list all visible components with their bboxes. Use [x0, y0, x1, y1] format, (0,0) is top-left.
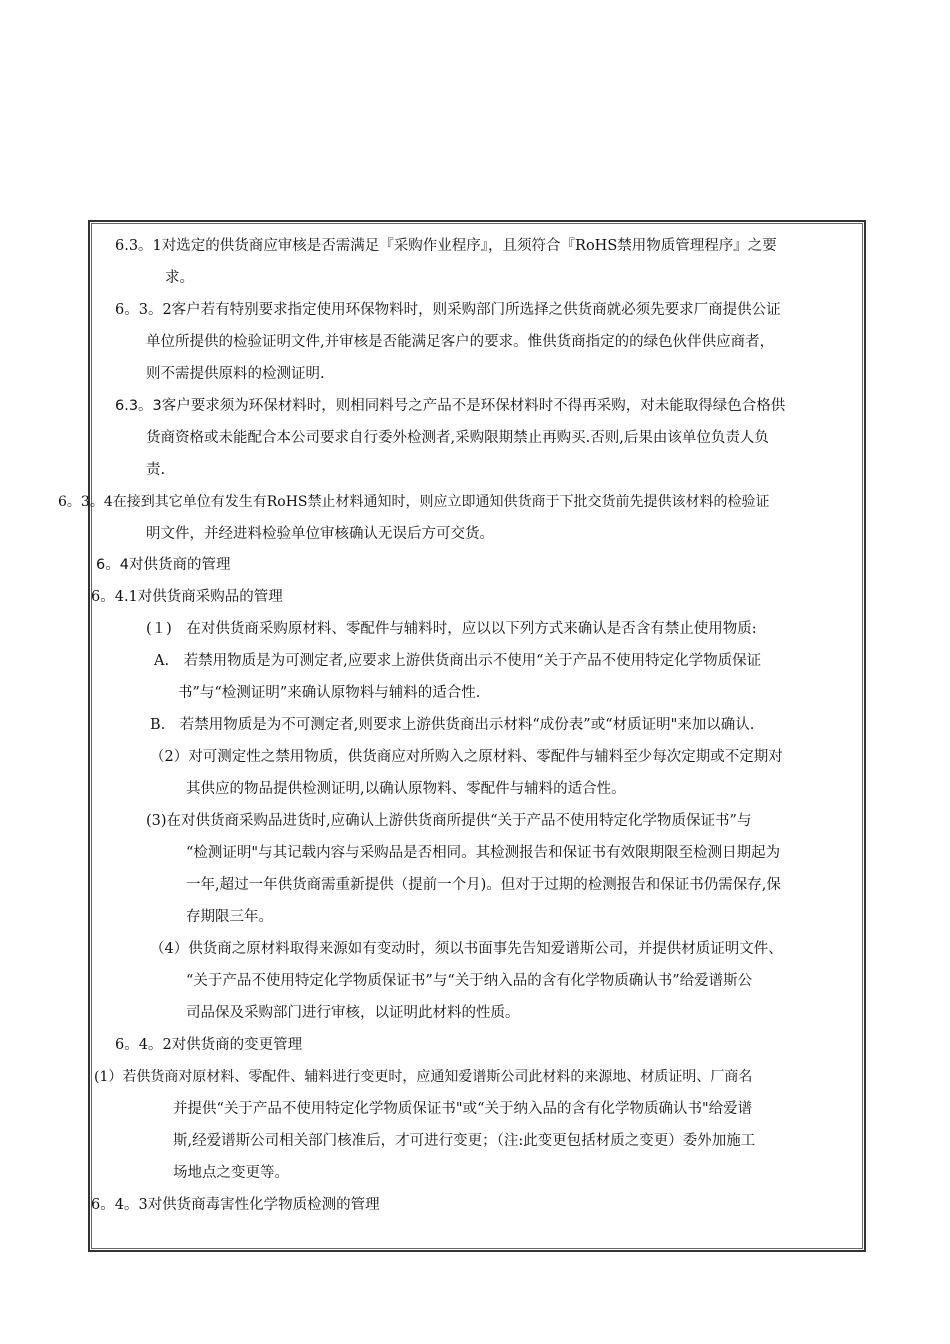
text-line: 书”与“检测证明”来确认原物料与辅料的适合性.	[178, 685, 481, 701]
text-line: B. 若禁用物质是为不可测定者,则要求上游供货商出示材料“成份表”或“材质证明"来加以确认.	[150, 717, 755, 733]
text-line: 单位所提供的检验证明文件,并审核是否能满足客户的要求。惟供货商指定的的绿色伙伴供应商者，	[146, 334, 775, 350]
text-line: (１) 在对供货商采购原材料、零配件与辅料时，应以以下列方式来确认是否含有禁止使用物质:	[146, 621, 757, 637]
text-line: 并提供“关于产品不使用特定化学物质保证书"或“关于纳入品的含有化学物质确认书"给爱谱	[173, 1101, 753, 1117]
text-line: （2）对可测定性之禁用物质，供货商应对所购入之原材料、零配件与辅料至少每次定期或不定期对	[150, 749, 783, 765]
text-line: A. 若禁用物质是为可测定者,应要求上游供货商出示不使用“关于产品不使用特定化学物质保证	[154, 653, 762, 669]
text-line: 6.3。3客户要求须为环保材料时，则相同料号之产品不是环保材料时不得再采购，对未能取得绿色合格供	[115, 398, 786, 414]
text-line: 货商资格或未能配合本公司要求自行委外检测者,采购限期禁止再购买.否则,后果由该单位负责人负	[146, 430, 769, 446]
text-line: 6。3。4在接到其它单位有发生有RoHS禁止材料通知时，则应立即通知供货商于下批交货前先提供该材料的检验证	[58, 494, 770, 510]
text-line: 6。3。2客户若有特别要求指定使用环保物料时，则采购部门所选择之供货商就必须先要求厂商提供公证	[115, 302, 781, 318]
text-line: 场地点之变更等。	[173, 1165, 289, 1181]
text-line: “检测证明"与其记载内容与采购品是否相同。其检测报告和保证书有效限期限至检测日期起为	[186, 845, 781, 861]
text-line: 斯,经爱谱斯公司相关部门核准后，才可进行变更；（注:此变更包括材质之变更）委外加施工	[173, 1133, 756, 1149]
subsection-heading: 6。4.1对供货商采购品的管理	[91, 589, 283, 605]
text-line: (3)在对供货商采购品进货时,应确认上游供货商所提供“关于产品不使用特定化学物质保证书”与	[146, 813, 752, 829]
text-line: 明文件，并经进料检验单位审核确认无误后方可交货。	[146, 526, 494, 542]
section-heading: 6。4对供货商的管理	[96, 557, 231, 573]
text-line: 责.	[146, 462, 166, 478]
text-line: 则不需提供原料的检测证明.	[146, 366, 325, 382]
text-line: （4）供货商之原材料取得来源如有变动时，须以书面事先告知爱谱斯公司，并提供材质证明文件、	[150, 941, 783, 957]
text-line: 存期限三年。	[186, 909, 273, 925]
text-line: 一年,超过一年供货商需重新提供（提前一个月)。但对于过期的检测报告和保证书仍需保存,保	[186, 877, 781, 893]
text-line: “关于产品不使用特定化学物质保证书”与“关于纳入品的含有化学物质确认书”给爱谱斯公	[186, 973, 753, 989]
text-line: 6.3。1对选定的供货商应审核是否需满足『采购作业程序』，且须符合『RoHS禁用物质管理程序』之要	[115, 238, 777, 254]
subsection-heading: 6。4。2对供货商的变更管理	[115, 1037, 303, 1053]
text-line: (1）若供货商对原材料、零配件、辅料进行变更时，应通知爱谱斯公司此材料的来源地、材质证明、厂商名	[94, 1069, 753, 1085]
subsection-heading: 6。4。3对供货商毒害性化学物质检测的管理	[91, 1197, 380, 1213]
text-line: 其供应的物品提供检测证明,以确认原物料、零配件与辅料的适合性。	[186, 781, 626, 797]
text-line: 司品保及采购部门进行审核，以证明此材料的性质。	[186, 1005, 520, 1021]
text-line: 求。	[165, 270, 194, 286]
